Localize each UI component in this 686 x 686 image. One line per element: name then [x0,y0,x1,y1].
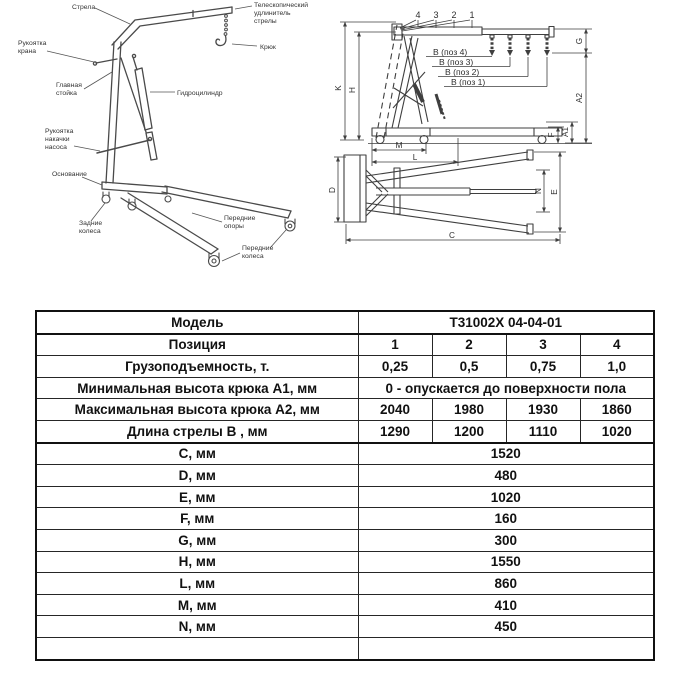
dimension-drawing [330,0,686,270]
label-pump-handle-1: Рукоятка [45,128,74,135]
label-b-pos2: B (поз 2) [445,67,480,77]
dim-l: L [412,153,418,162]
dim-h: H [348,87,357,93]
table-row-g [36,529,654,551]
spec-value-cell: 480 [358,465,654,487]
label-crane-handle-1: Рукоятка [18,40,47,47]
spec-label-cell: Максимальная высота крюка А2, мм [36,399,358,421]
dim-a2: A2 [575,92,584,104]
label-crane-handle-2: крана [18,48,37,55]
pump-drawing [97,132,157,160]
side-view-dimensions [340,22,592,166]
label-main-post-2: стойка [56,90,77,97]
spec-label-cell: G, мм [36,529,358,551]
label-front-supports-2: опоры [224,223,244,230]
table-row-empty [36,637,654,659]
boom-line [112,7,232,45]
position-number-4: 4 [415,10,421,20]
label-boom: Стрела [72,4,96,11]
table-row-capacity [36,356,654,378]
label-rear-wheels-1: Задние [79,220,103,227]
spec-label-cell: Позиция [36,334,358,356]
label-front-wheels-2: колеса [242,253,264,260]
spec-label-cell: L, мм [36,573,358,595]
label-b-pos4: B (поз 4) [433,47,468,57]
hook-position-chains [489,35,550,56]
table-row-max-hook-height [36,399,654,421]
spec-value-cell: 1980 [432,399,506,421]
table-row-n [36,616,654,638]
dim-g: G [575,37,584,45]
label-b-pos1: B (поз 1) [451,77,486,87]
label-pump-handle-3: насоса [45,144,67,151]
label-main-post-1: Главная [56,82,82,89]
spec-value-cell [358,637,654,659]
spec-value-cell: 2040 [358,399,432,421]
label-rear-wheels-2: колеса [79,228,101,235]
table-row-e [36,486,654,508]
label-hook: Крюк [260,44,276,51]
spec-value-cell: 1550 [358,551,654,573]
base-and-legs-drawing [102,182,291,254]
spec-value-cell: T31002X 04-04-01 [358,311,654,334]
dim-c: C [449,231,455,240]
table-row-position [36,334,654,356]
dim-n: N [534,188,543,194]
dim-a1: A1 [561,126,570,138]
spec-label-cell: F, мм [36,508,358,530]
label-hydraulic-cylinder: Гидроцилиндр [177,90,223,97]
spec-value-cell: 1930 [506,399,580,421]
label-telescopic-1: Телескопический [254,2,309,9]
spec-label-cell [36,637,358,659]
spec-value-cell: 410 [358,594,654,616]
casters [102,192,295,267]
spec-value-cell: 0,75 [506,356,580,378]
spec-value-cell: 1290 [358,420,432,442]
spec-value-cell: 860 [358,573,654,595]
table-row-l [36,573,654,595]
top-view-drawing [344,150,536,234]
spec-label-cell: M, мм [36,594,358,616]
dim-m: M [395,141,403,150]
spec-label-cell: Минимальная высота крюка А1, мм [36,377,358,399]
chain-and-hook [216,15,227,46]
spec-value-cell: 1860 [580,399,654,421]
spec-label-cell: D, мм [36,465,358,487]
table-row-h [36,551,654,573]
spec-label-cell: Длина стрелы В , мм [36,420,358,442]
spec-label-cell: Грузоподъемность, т. [36,356,358,378]
dim-k: K [334,85,343,91]
spec-label-cell: N, мм [36,616,358,638]
spec-value-cell: 4 [580,334,654,356]
spec-value-cell: 1520 [358,443,654,465]
spec-value-cell: 0,25 [358,356,432,378]
crane-callouts [18,1,308,260]
dim-d: D [328,187,337,193]
spec-value-cell: 160 [358,508,654,530]
table-row-m [36,594,654,616]
label-telescopic-2: удлинитель [254,10,291,17]
spec-value-cell: 1,0 [580,356,654,378]
spec-value-cell: 1020 [580,420,654,442]
label-base: Основание [52,171,87,178]
spec-value-cell: 1020 [358,486,654,508]
label-pump-handle-2: накачки [45,136,70,143]
table-row-f [36,508,654,530]
spec-value-cell: 0,5 [432,356,506,378]
hydraulic-cylinder-drawing [132,54,152,130]
spec-value-cell: 1 [358,334,432,356]
table-row-boom-length [36,420,654,442]
spec-value-cell: 450 [358,616,654,638]
dim-e: E [550,189,559,195]
mast-line [106,42,114,183]
spec-value-cell: 1110 [506,420,580,442]
spec-label-cell: Модель [36,311,358,334]
spec-value-cell: 0 - опускается до поверхности пола [358,377,654,399]
spec-label-cell: C, мм [36,443,358,465]
position-number-2: 2 [451,10,457,20]
spec-label-cell: H, мм [36,551,358,573]
dim-f: F [547,132,556,138]
label-front-supports-1: Передние [224,215,256,222]
position-number-1: 1 [469,10,475,20]
table-row-min-hook-height [36,377,654,399]
spec-value-cell: 3 [506,334,580,356]
label-b-pos3: B (поз 3) [439,57,474,67]
label-front-wheels-1: Передние [242,245,274,252]
spec-table [35,310,655,661]
crane-illustration [0,0,335,295]
spec-value-cell: 2 [432,334,506,356]
label-telescopic-3: стрелы [254,18,277,25]
spec-value-cell: 300 [358,529,654,551]
table-row-c [36,443,654,465]
spec-value-cell: 1200 [432,420,506,442]
spec-label-cell: E, мм [36,486,358,508]
table-row-d [36,465,654,487]
position-number-3: 3 [433,10,439,20]
table-row-model [36,311,654,334]
